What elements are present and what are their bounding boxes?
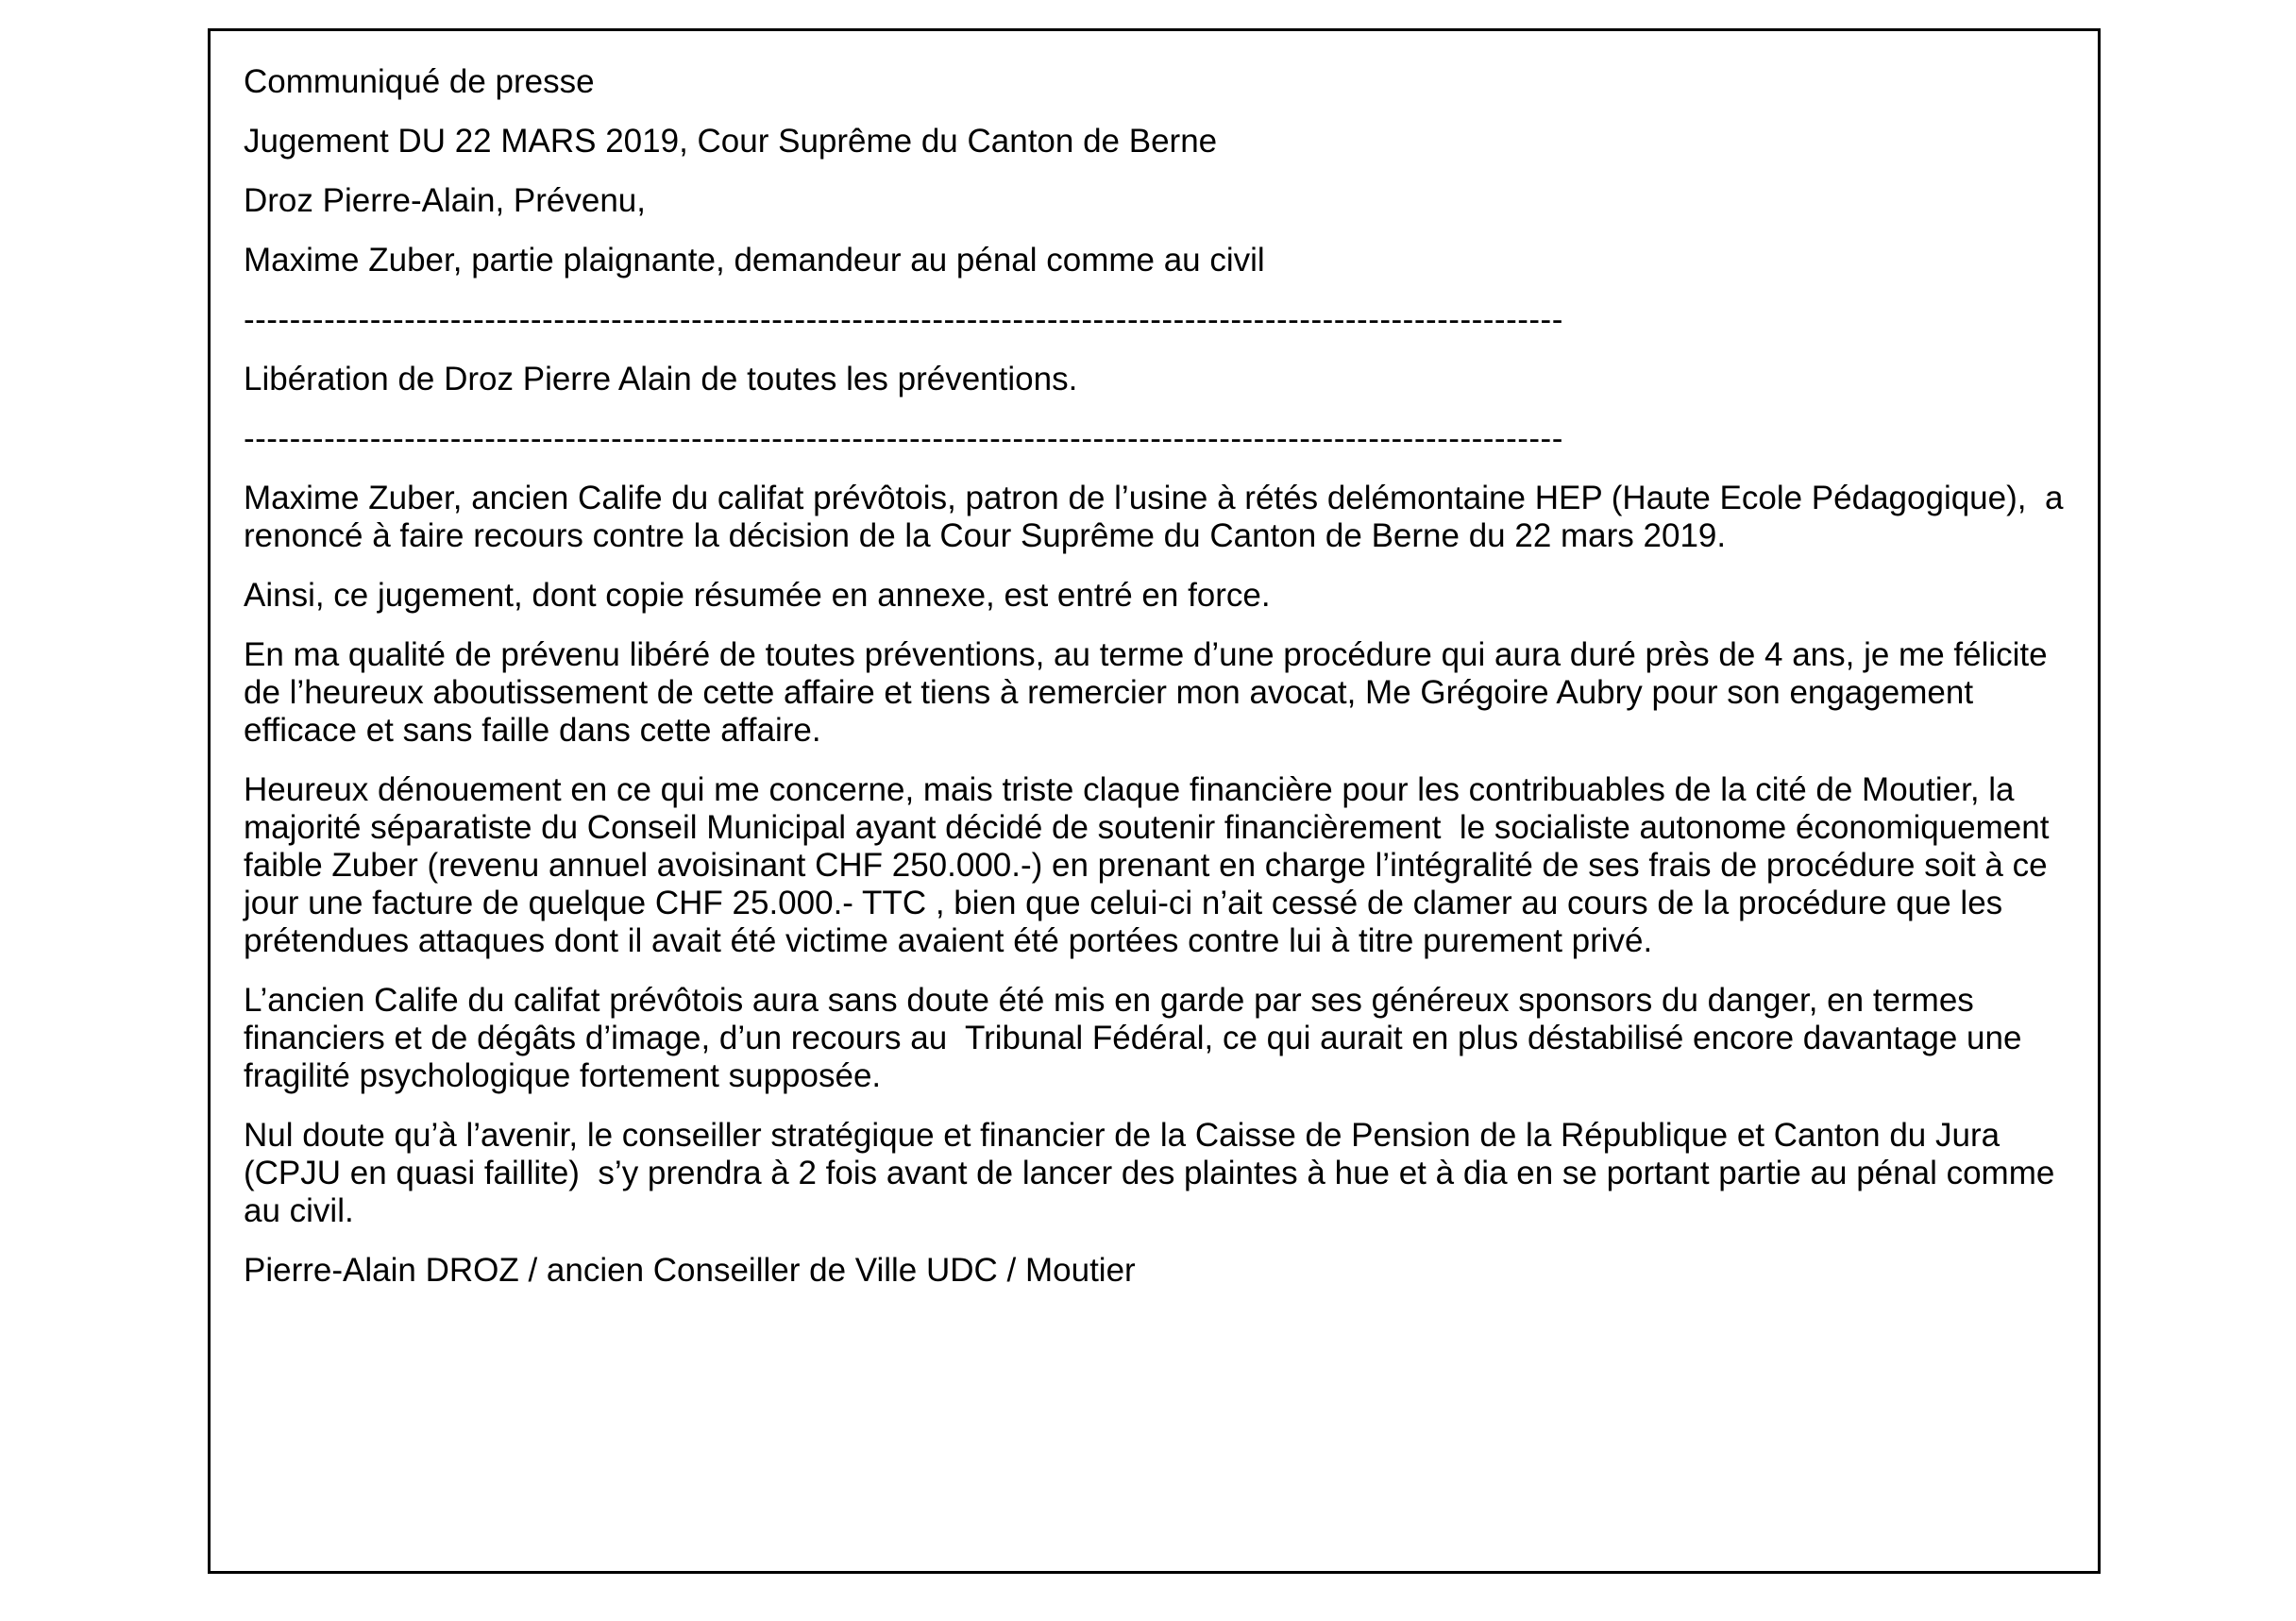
document-content	[244, 63, 2075, 1311]
signature-line: Pierre-Alain DROZ / ancien Conseiller de Ville UDC / Moutier	[244, 1252, 1136, 1289]
body-paragraph-2: Ainsi, ce jugement, dont copie résumée en annexe, est entré en force.	[244, 577, 1271, 614]
defendant-line: Droz Pierre-Alain, Prévenu,	[244, 182, 646, 219]
document-frame	[208, 28, 2101, 1574]
body-paragraph-6: Nul doute qu’à l’avenir, le conseiller stratégique et financier de la Caisse de Pension de la République et Canton du Jura (CPJU en quasi faillite) s’y prendra à 2 fois avant de lancer des plaintes à hue et à dia en se portant partie au pénal comme au civil.	[244, 1117, 2065, 1229]
body-paragraph-3: En ma qualité de prévenu libéré de toutes préventions, au terme d’une procédure qui aura duré près de 4 ans, je me félicite de l’heureux aboutissement de cette affaire et tiens à remercier mon avocat, Me Grégoire Aubry pour son engagement efficace et sans faille dans cette affaire.	[244, 636, 2057, 749]
doc-type-line: Communiqué de presse	[244, 63, 595, 100]
judgment-line: Jugement DU 22 MARS 2019, Cour Suprême du Canton de Berne	[244, 123, 1218, 160]
body-paragraph-1: Maxime Zuber, ancien Calife du califat prévôtois, patron de l’usine à rétés delémontaine HEP (Haute Ecole Pédagogique), a renoncé à faire recours contre la décision de la Cour Suprême du Canton de Berne du 22 mars 2019.	[244, 480, 2073, 554]
body-paragraph-5: L’ancien Calife du califat prévôtois aura sans doute été mis en garde par ses généreux sponsors du danger, en termes financiers et de dégâts d’image, d’un recours au Tribunal Fédéral, ce qui aurait en plus déstabilisé encore davantage une fragilité psychologique fortement supposée.	[244, 982, 2032, 1094]
separator-bottom: -------------------------------------------------------------------------------------------------------------------	[244, 420, 1563, 457]
body-paragraph-4: Heureux dénouement en ce qui me concerne, mais triste claque financière pour les contribuables de la cité de Moutier, la majorité séparatiste du Conseil Municipal ayant décidé de soutenir financièrement le socialiste autonome économiquement faible Zuber (revenu annuel avoisinant CHF 250.000.-) en prenant en charge l’intégralité de ses frais de procédure soit à ce jour une facture de quelque CHF 25.000.- TTC , bien que celui-ci n’ait cessé de clamer au cours de la procédure que les prétendues attaques dont il avait été victime avaient été portées contre lui à titre purement privé.	[244, 771, 2059, 959]
plaintiff-line: Maxime Zuber, partie plaignante, demandeur au pénal comme au civil	[244, 242, 1265, 279]
separator-top: -------------------------------------------------------------------------------------------------------------------	[244, 301, 1563, 338]
verdict-line: Libération de Droz Pierre Alain de toutes les préventions.	[244, 361, 1078, 397]
